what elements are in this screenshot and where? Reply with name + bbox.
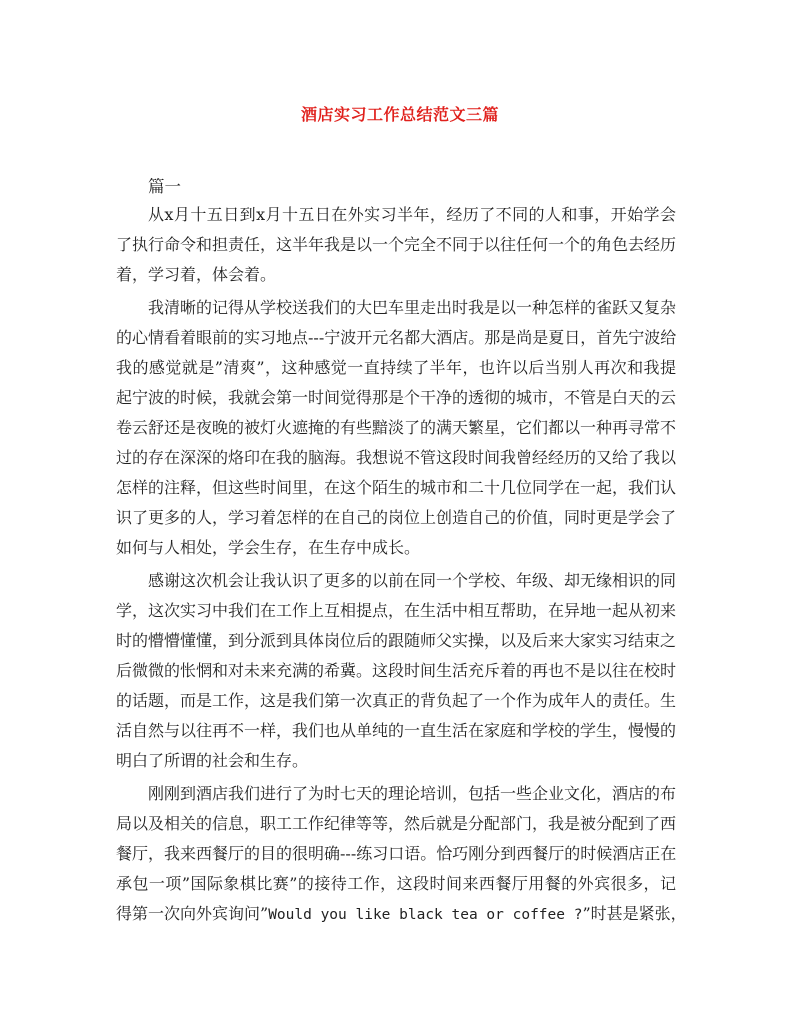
document-title: 酒店实习工作总结范文三篇	[300, 105, 499, 124]
paragraph-line: 明白了所谓的社会和生存。	[116, 751, 309, 770]
paragraph-line: 感谢这次机会让我认识了更多的以前在同一个学校、年级、却无缘相识的同	[148, 571, 677, 590]
paragraph-line: 起宁波的时候，我就会第一时间觉得那是个干净的透彻的城市，不管是白天的云	[116, 388, 677, 407]
paragraph-line: 我清晰的记得从学校送我们的大巴车里走出时我是以一种怎样的雀跃又复杂	[148, 298, 677, 317]
paragraph-line: 的话题，而是工作，这是我们第一次真正的背负起了一个作为成年人的责任。生	[116, 691, 677, 710]
paragraph-line: 刚刚到酒店我们进行了为时七天的理论培训，包括一些企业文化，酒店的布	[148, 784, 677, 803]
english-phrase: Would you like black tea or coffee ?	[268, 907, 583, 923]
paragraph-line: 卷云舒还是夜晚的被灯火遮掩的有些黯淡了的满天繁星，它们都以一种再寻常不	[116, 418, 677, 437]
paragraph-line: 承包一项”国际象棋比赛”的接待工作，这段时间来西餐厅用餐的外宾很多，记	[116, 874, 676, 893]
paragraph-line: 从x月十五日到x月十五日在外实习半年，经历了不同的人和事，开始学会	[148, 205, 676, 224]
paragraph-line: 局以及相关的信息，职工工作纪律等等，然后就是分配部门，我是被分配到了西	[116, 814, 677, 833]
paragraph-line: 活自然与以往再不一样，我们也从单纯的一直生活在家庭和学校的学生，慢慢的	[116, 721, 677, 740]
section-heading: 篇一	[148, 177, 181, 196]
paragraph-line: 餐厅，我来西餐厅的目的很明确---练习口语。恰巧刚分到西餐厅的时候酒店正在	[116, 844, 677, 863]
line-text-end: ”时甚是紧张，	[582, 904, 687, 923]
paragraph-line: 了执行命令和担责任，这半年我是以一个完全不同于以往任何一个的角色去经历	[116, 235, 677, 254]
paragraph-line: 识了更多的人，学习着怎样的在自己的岗位上创造自己的价值，同时更是学会了	[116, 508, 677, 527]
paragraph-line: 的心情看着眼前的实习地点---宁波开元名都大酒店。那是尚是夏日，首先宁波给	[116, 328, 677, 347]
paragraph-line: 时的懵懵懂懂，到分派到具体岗位后的跟随师父实操，以及后来大家实习结束之	[116, 631, 677, 650]
paragraph-line: 我的感觉就是”清爽”，这种感觉一直持续了半年，也许以后当别人再次和我提	[116, 358, 676, 377]
line-text-start: 得第一次向外宾询问”	[116, 904, 269, 923]
paragraph-line: 过的存在深深的烙印在我的脑海。我想说不管这段时间我曾经经历的又给了我以	[116, 448, 677, 467]
paragraph-line: 如何与人相处，学会生存，在生存中成长。	[116, 538, 421, 557]
paragraph-line: 学，这次实习中我们在工作上互相提点，在生活中相互帮助，在异地一起从初来	[116, 601, 677, 620]
paragraph-line-mixed	[116, 902, 687, 927]
paragraph-line: 着，学习着，体会着。	[116, 265, 277, 284]
paragraph-line: 怎样的注释，但这些时间里，在这个陌生的城市和二十几位同学在一起，我们认	[116, 478, 677, 497]
paragraph-line: 后微微的怅惘和对未来充满的希冀。这段时间生活充斥着的再也不是以往在校时	[116, 661, 677, 680]
